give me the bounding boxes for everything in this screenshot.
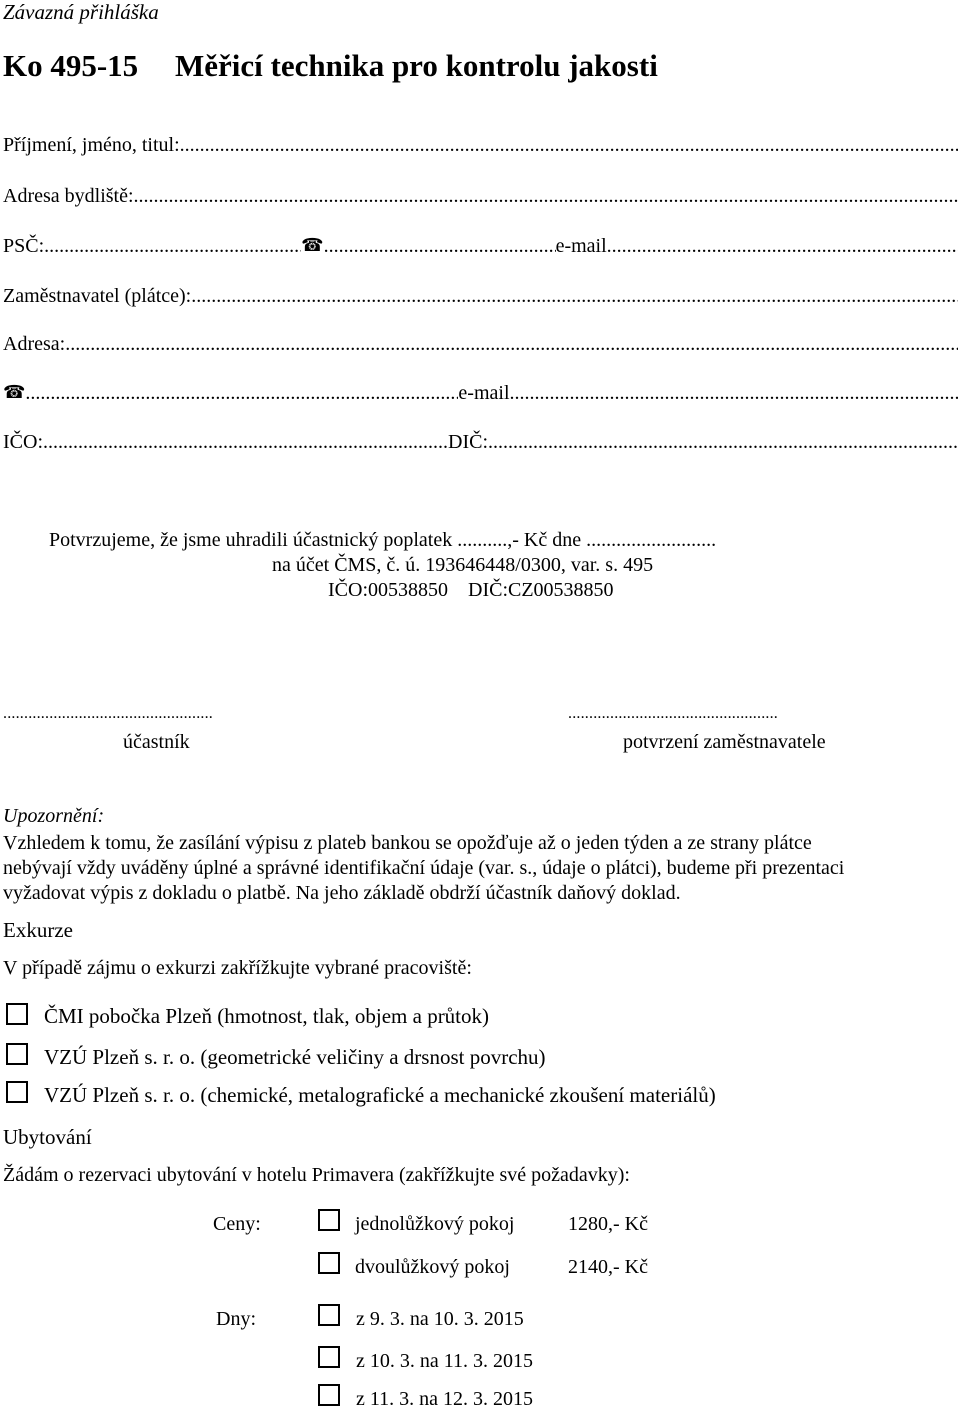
room-double-price: 2140,- Kč <box>568 1256 648 1278</box>
phone-icon: ☎ <box>3 382 26 402</box>
ico-dic-field[interactable] <box>3 431 958 454</box>
participant-signature-line: .................................................. <box>3 705 213 722</box>
address-label: Adresa bydliště: <box>3 185 134 207</box>
notice-line-2: nebývají vždy uváděny úplné a správné identifikační údaje (var. s., údaje o plátci), budeme při prezentaci <box>3 857 845 879</box>
days-label: Dny: <box>216 1308 256 1330</box>
checkbox-icon[interactable] <box>318 1346 340 1368</box>
day-option-1: z 9. 3. na 10. 3. 2015 <box>356 1308 524 1330</box>
ico-label: IČO: <box>3 431 43 453</box>
email-label: e-mail <box>458 382 510 404</box>
excursion-heading: Exkurze <box>3 918 73 942</box>
employer-address-label: Adresa: <box>3 333 66 355</box>
dic-label: DIČ: <box>448 431 488 453</box>
notice-heading: Upozornění: <box>3 805 105 827</box>
payment-line-3: IČO:00538850 DIČ:CZ00538850 <box>328 579 614 601</box>
accommodation-instruction: Žádám o rezervaci ubytování v hotelu Primavera (zakřížkujte své požadavky): <box>3 1164 630 1186</box>
excursion-option-cmi: ČMI pobočka Plzeň (hmotnost, tlak, objem a průtok) <box>44 1004 490 1028</box>
email-label: e-mail <box>555 235 607 257</box>
checkbox-icon[interactable] <box>6 1003 28 1025</box>
checkbox-icon[interactable] <box>6 1043 28 1065</box>
checkbox-icon[interactable] <box>318 1384 340 1406</box>
name-field[interactable] <box>3 134 958 157</box>
course-code: Ko 495-15 <box>3 48 139 83</box>
payment-line-2: na účet ČMS, č. ú. 193646448/0300, var. s. 495 <box>272 554 654 576</box>
employer-address-field[interactable] <box>3 333 958 356</box>
day-option-3: z 11. 3. na 12. 3. 2015 <box>356 1388 534 1410</box>
room-single-type: jednolůžkový pokoj <box>355 1213 515 1235</box>
participant-label: účastník <box>123 731 190 753</box>
employer-confirmation-label: potvrzení zaměstnavatele <box>623 731 826 753</box>
room-single-price: 1280,- Kč <box>568 1213 648 1235</box>
checkbox-icon[interactable] <box>6 1081 28 1103</box>
employer-phone-email-field[interactable] <box>3 382 958 405</box>
checkbox-icon[interactable] <box>318 1252 340 1274</box>
phone-icon: ☎ <box>301 235 324 255</box>
employer-label: Zaměstnavatel (plátce): <box>3 285 192 307</box>
notice-line-1: Vzhledem k tomu, že zasílání výpisu z plateb bankou se opožďuje až o jeden týden a ze strany plátce <box>3 832 812 854</box>
excursion-option-vzu-materials: VZÚ Plzeň s. r. o. (chemické, metalografické a mechanické zkoušení materiálů) <box>44 1083 716 1107</box>
employer-field[interactable] <box>3 285 958 308</box>
name-label: Příjmení, jméno, titul: <box>3 134 180 156</box>
checkbox-icon[interactable] <box>318 1304 340 1326</box>
zip-phone-email-field[interactable] <box>3 235 958 258</box>
accommodation-heading: Ubytování <box>3 1125 92 1149</box>
excursion-option-vzu-geometry: VZÚ Plzeň s. r. o. (geometrické veličiny a drsnost povrchu) <box>44 1045 546 1069</box>
checkbox-icon[interactable] <box>318 1209 340 1231</box>
prices-label: Ceny: <box>213 1213 261 1235</box>
course-title: Měřicí technika pro kontrolu jakosti <box>175 48 658 83</box>
zip-label: PSČ: <box>3 235 45 257</box>
address-field[interactable] <box>3 185 958 208</box>
form-type: Závazná přihláška <box>3 0 159 24</box>
notice-line-3: vyžadovat výpis z dokladu o platbě. Na jeho základě obdrží účastník daňový doklad. <box>3 882 681 904</box>
excursion-instruction: V případě zájmu o exkurzi zakřížkujte vybrané pracoviště: <box>3 957 472 979</box>
room-double-type: dvoulůžkový pokoj <box>355 1256 510 1278</box>
employer-signature-line: .................................................. <box>568 705 778 722</box>
day-option-2: z 10. 3. na 11. 3. 2015 <box>356 1350 534 1372</box>
payment-line-1: Potvrzujeme, že jsme uhradili účastnický poplatek ..........,- Kč dne .......................... <box>49 529 717 551</box>
